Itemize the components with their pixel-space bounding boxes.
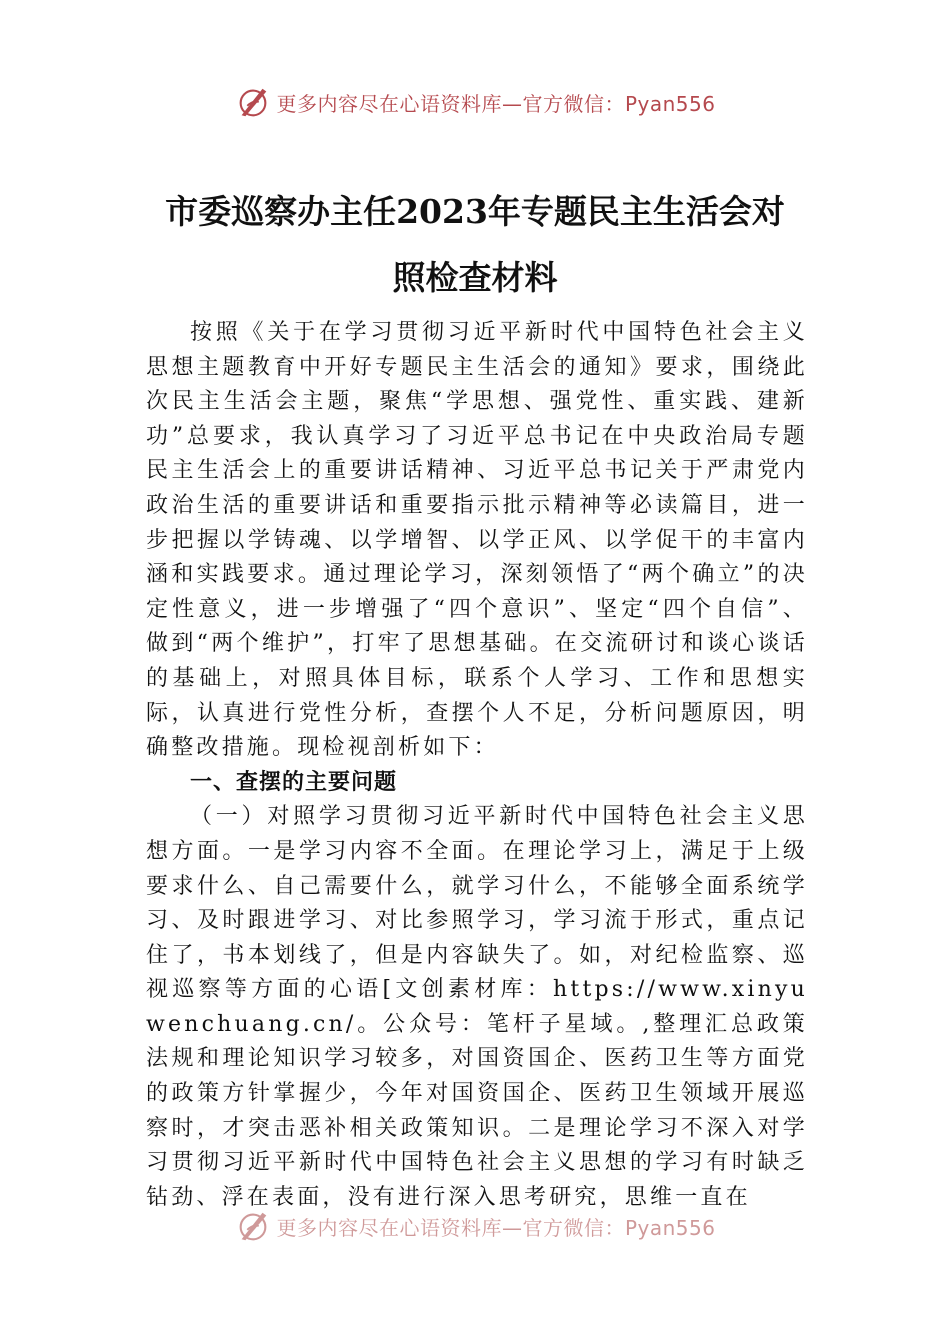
document-title-line-2: 照检查材料 — [392, 258, 558, 297]
quill-pen-circle-icon — [234, 83, 272, 121]
section-heading: 一、查摆的主要问题 — [190, 769, 398, 795]
footer-watermark-banner — [0, 1206, 950, 1246]
document-title-line-1: 市委巡察办主任2023年专题民主生活会对 — [165, 192, 785, 231]
header-banner-text: 更多内容尽在心语资料库—官方微信：Pyan556 — [276, 91, 716, 116]
header-watermark-banner — [0, 82, 950, 122]
footer-banner-text: 更多内容尽在心语资料库—官方微信：Pyan556 — [276, 1215, 716, 1240]
intro-paragraph: 按照《关于在学习贯彻习近平新时代中国特色社会主义思想主题教育中开好专题民主生活会的通知》要求，围绕此次民主生活会主题，聚焦“学思想、强党性、重实践、建新功”总要求，我认真学习了习近平总书记在中央政治局专题民主生活会上的重要讲话精神、习近平总书记关于严肃党内政治生活的重要讲话和重要指示批示精神等必读篇目，进一步把握以学铸魂、以学增智、以学正风、以学促干的丰富内涵和实践要求。通过理论学习，深刻领悟了“两个确立”的决定性意义，进一步增强了“四个意识”、坚定“四个自信”、做到“两个维护”，打牢了思想基础。在交流研讨和谈心谈话的基础上，对照具体目标，联系个人学习、工作和思想实际，认真进行党性分析，查摆个人不足，分析问题原因，明确整改措施。现检视剖析如下： — [146, 320, 808, 761]
section-paragraph: （一）对照学习贯彻习近平新时代中国特色社会主义思想方面。一是学习内容不全面。在理论学习上，满足于上级要求什么、自己需要什么，就学习什么，不能够全面系统学习、及时跟进学习、对比参照学习，学习流于形式，重点记住了，书本划线了，但是内容缺失了。如，对纪检监察、巡视巡察等方面的心语[文创素材库：https://www.xinyuwenchuang.cn/。公众号：笔杆子星域。,整理汇总政策法规和理论知识学习较多，对国资国企、医药卫生等方面党的政策方针掌握少，今年对国资国企、医药卫生领域开展巡察时，才突击恶补相关政策知识。二是理论学习不深入对学习贯彻习近平新时代中国特色社会主义思想的学习有时缺乏钻劲、浮在表面，没有进行深入思考研究，思维一直在 — [146, 804, 808, 1210]
quill-pen-circle-icon — [234, 1207, 272, 1245]
document-body — [146, 316, 808, 1215]
